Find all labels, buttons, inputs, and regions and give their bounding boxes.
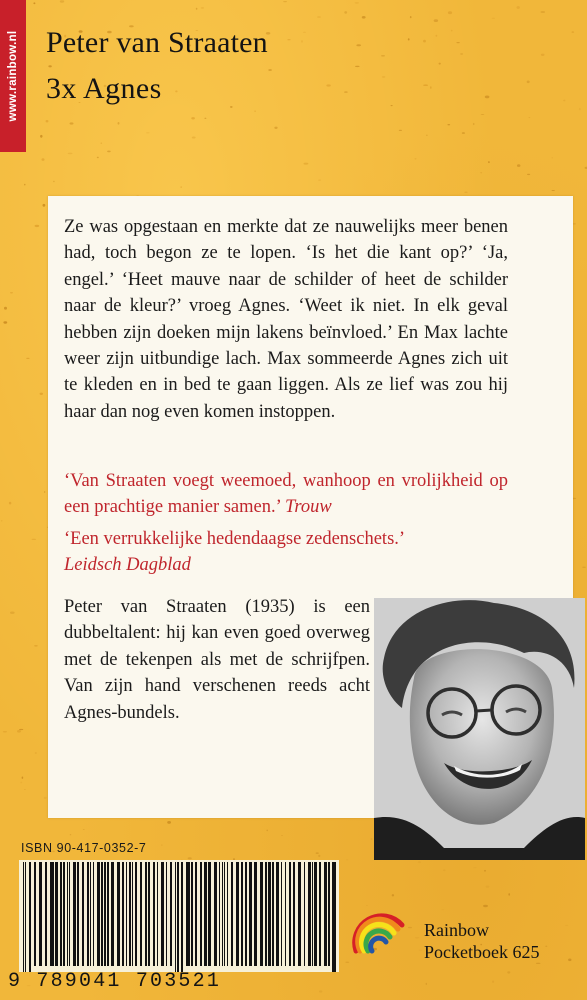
publisher-brand bbox=[424, 919, 539, 963]
book-title: 3x Agnes bbox=[46, 72, 162, 105]
review-quote-trouw bbox=[64, 468, 508, 521]
review-quote-text: ‘Van Straaten voegt weemoed, wanhoop en vrolijkheid op een prachtige manier samen.’ bbox=[64, 471, 508, 518]
spine-strip bbox=[0, 0, 26, 152]
series-number: 625 bbox=[512, 942, 540, 962]
review-source: Trouw bbox=[285, 497, 332, 518]
author-name: Peter van Straaten bbox=[46, 26, 268, 59]
review-quote-text: ‘Een verrukkelijke hedendaagse zedenschets.’ bbox=[64, 529, 406, 549]
publisher-url: www.rainbow.nl bbox=[7, 30, 19, 122]
series-line bbox=[424, 941, 539, 963]
rainbow-logo-icon bbox=[350, 905, 408, 955]
review-source: Leidsch Dagblad bbox=[64, 555, 191, 576]
author-bio: Peter van Straaten (1935) is een dubbeltalent: hij kan even goed overweg met de tekenpen als met de schrijfpen. Van zijn hand verschenen reeds acht Agnes-bundels. bbox=[64, 597, 370, 723]
author-photo bbox=[374, 598, 585, 860]
review-quote-leidsch-dagblad bbox=[64, 526, 508, 579]
series-name: Pocketboek bbox=[424, 942, 508, 962]
publisher-name: Rainbow bbox=[424, 920, 489, 940]
barcode-number: 9 789041 703521 bbox=[8, 970, 222, 993]
barcode bbox=[19, 860, 339, 972]
isbn-label: ISBN 90-417-0352-7 bbox=[21, 841, 147, 855]
excerpt-text: Ze was opgestaan en merkte dat ze nauwelijks meer benen had, toch begon ze te lopen. ‘Is het die kant op?’ ‘Ja, engel.’ ‘Heet mauve naar de schilder of heet de schilder naar de kleur?’ vroeg Agnes. ‘Weet ik niet. In elk geval hebben zijn doeken mijn lakens beïnvloed.’ En Max lachte weer zijn uitbundige lach. Max sommeerde Agnes zich uit te kleden en in bed te gaan liggen. Als ze lief was zou hij haar dan nog even komen instoppen. bbox=[64, 217, 508, 422]
